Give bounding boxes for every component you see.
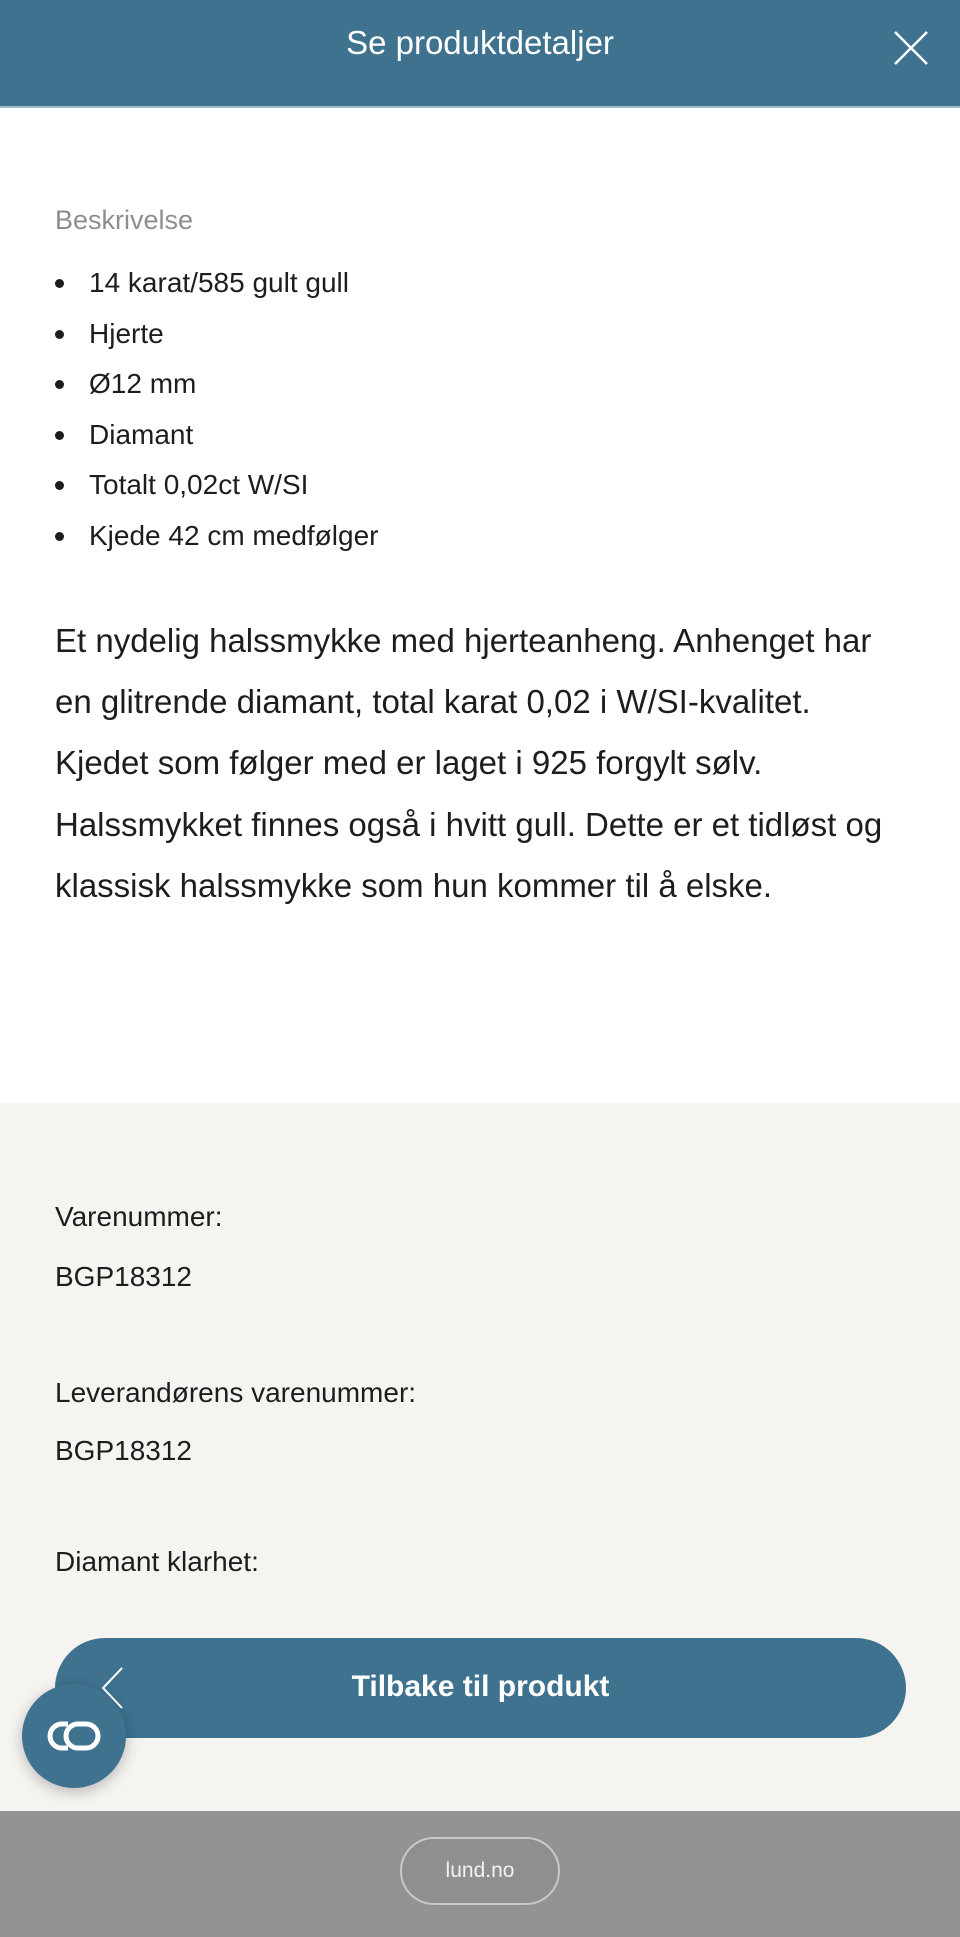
item-number-value: BGP18312: [55, 1261, 192, 1292]
diamond-clarity-label: Diamant klarhet:: [55, 1546, 259, 1572]
modal-header: [0, 0, 960, 108]
chat-button[interactable]: [22, 1684, 126, 1788]
description-text: Et nydelig halssmykke med hjerteanheng. Anhenget har en glitrende diamant, total karat 0,02 i W/SI-kvalitet. Kjedet som følger med er laget i 925 forgylt sølv. Halssmykket finnes også i hvitt gull. Dette er et tidløst og klassisk halssmykke som hun kommer til å elske.: [55, 622, 883, 904]
back-button-label: Tilbake til produkt: [351, 1670, 610, 1703]
modal-title: Se produktdetaljer: [346, 24, 614, 61]
feature-list: [55, 258, 378, 561]
list-item: Diamant: [89, 410, 378, 461]
browser-bar: [0, 1811, 960, 1937]
chat-icon: [46, 1716, 102, 1756]
supplier-number-value: BGP18312: [55, 1435, 192, 1466]
list-item: Ø12 mm: [89, 359, 378, 410]
description-label: Beskrivelse: [55, 205, 194, 235]
supplier-number-label: Leverandørens varenummer:: [55, 1377, 417, 1408]
back-to-product-button[interactable]: [55, 1638, 906, 1738]
list-item: Kjede 42 cm medfølger: [89, 511, 378, 562]
item-number-label: Varenummer:: [55, 1201, 223, 1232]
url-pill[interactable]: lund.no: [400, 1837, 560, 1905]
close-icon[interactable]: [893, 30, 929, 66]
list-item: Hjerte: [89, 309, 378, 360]
list-item: 14 karat/585 gult gull: [89, 258, 378, 309]
list-item: Totalt 0,02ct W/SI: [89, 460, 378, 511]
